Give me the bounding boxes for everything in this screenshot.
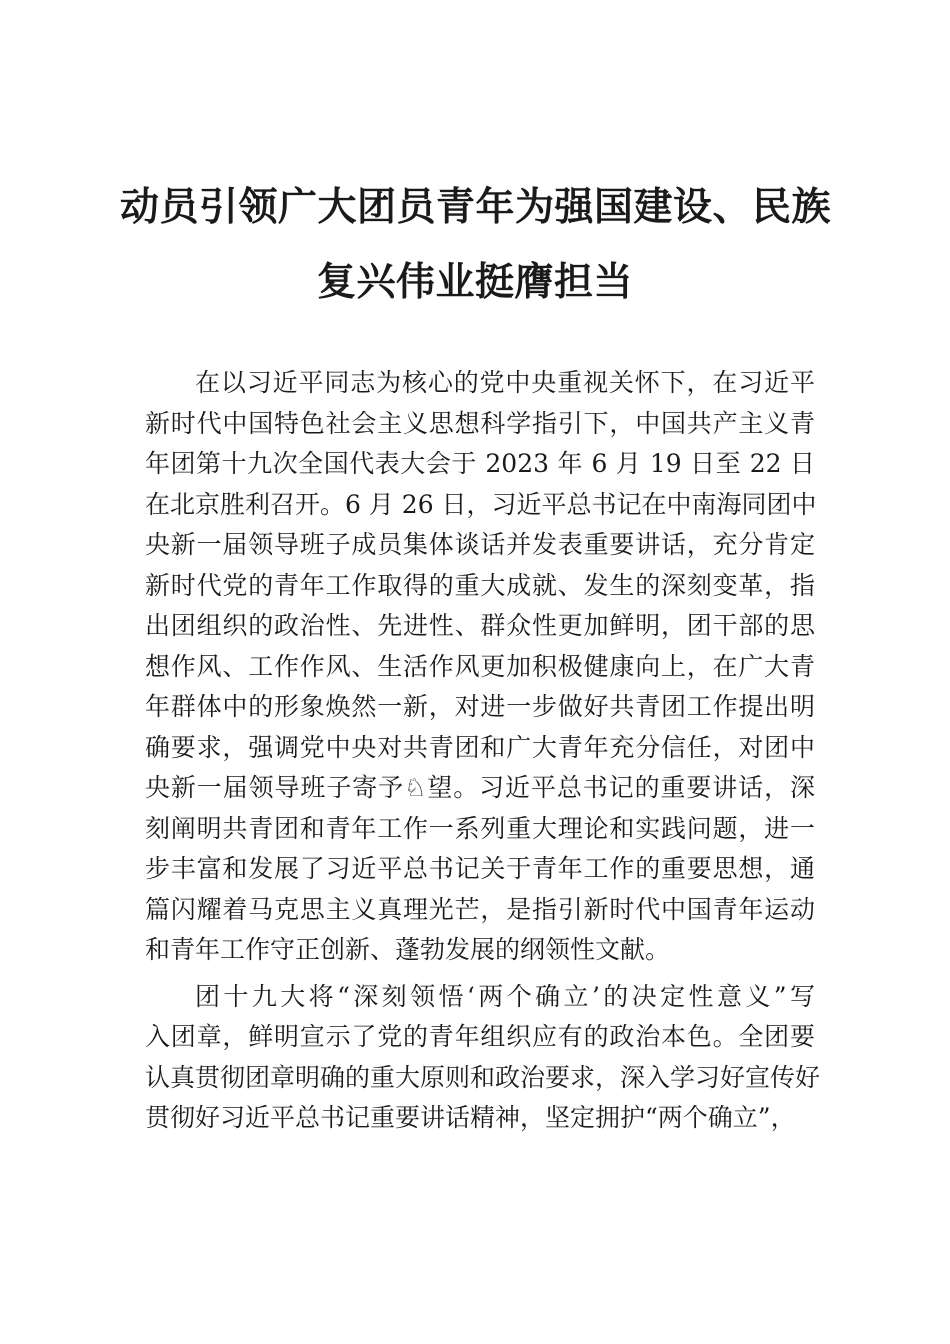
text-line: 篇闪耀着马克思主义真理光芒，是指引新时代中国青年运动 — [145, 894, 815, 924]
text-line: 团十九大将“深刻领悟‘两个确立’的决定性意义”写 — [195, 981, 815, 1011]
document-title-line-2: 复兴伟业挺膺担当 — [316, 260, 633, 305]
text-line: 央新一届领导班子成员集体谈话并发表重要讲话，充分肯定 — [145, 530, 815, 559]
text-line: 步丰富和发展了习近平总书记关于青年工作的重要思想，通 — [145, 854, 815, 883]
text-line: 出团组织的政治性、先进性、群众性更加鲜明，团干部的思 — [145, 611, 815, 640]
text-line: 确要求，强调党中央对共青团和广大青年充分信任，对团中 — [145, 732, 815, 762]
text-line: 新时代中国特色社会主义思想科学指引下，中国共产主义青 — [145, 408, 815, 438]
paragraph-2 — [145, 977, 821, 1139]
text-line: 贯彻好习近平总书记重要讲话精神，坚定拥护“两个确立”， — [145, 1103, 796, 1132]
text-line: 在以习近平同志为核心的党中央重视关怀下，在习近平 — [195, 368, 815, 397]
text-line: 央新一届领导班子寄予♘望。习近平总书记的重要讲话，深 — [145, 773, 815, 802]
text-line: 年群体中的形象焕然一新，对进一步做好共青团工作提出明 — [145, 692, 815, 721]
document-title-line-1: 动员引领广大团员青年为强国建设、民族 — [120, 185, 832, 230]
text-line: 新时代党的青年工作取得的重大成就、发生的深刻变革，指 — [145, 570, 815, 600]
text-line: 想作风、工作作风、生活作风更加积极健康向上，在广大青 — [145, 651, 815, 681]
text-line: 在北京胜利召开。6 月 26 日，习近平总书记在中南海同团中 — [145, 489, 817, 519]
paragraph-1 — [145, 363, 815, 971]
text-line: 刻阐明共青团和青年工作一系列重大理论和实践问题，进一 — [145, 813, 815, 843]
text-line-last: 和青年工作守正创新、蓬勃发展的纲领性文献。 — [145, 935, 671, 964]
document-body — [145, 363, 821, 1139]
text-line: 入团章，鲜明宣示了党的青年组织应有的政治本色。全团要 — [145, 1022, 815, 1051]
text-line: 认真贯彻团章明确的重大原则和政治要求，深入学习好宣传好 — [145, 1062, 821, 1092]
text-line: 年团第十九次全国代表大会于 2023 年 6 月 19 日至 22 日 — [145, 449, 815, 478]
